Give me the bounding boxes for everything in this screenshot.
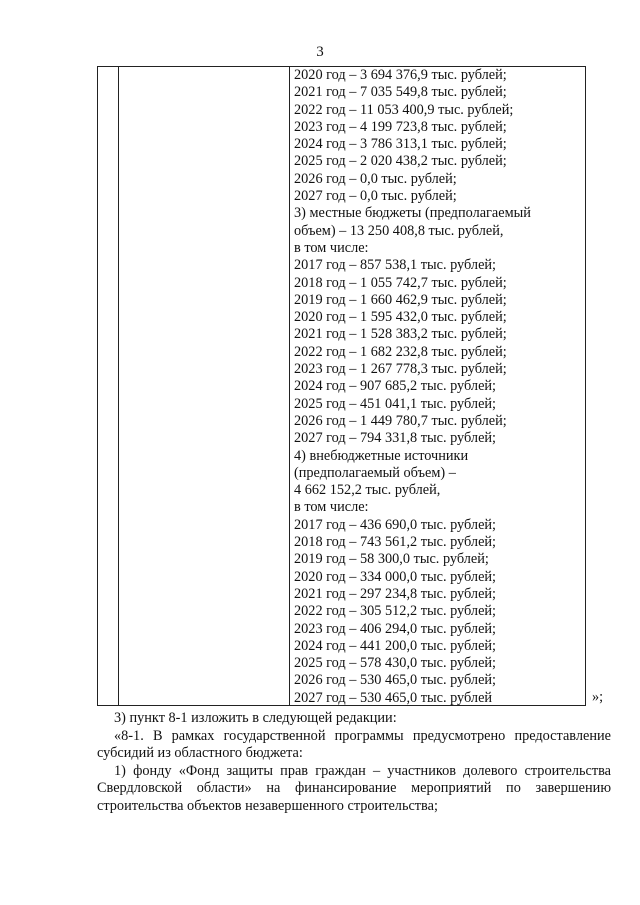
funding-line: 2027 год – 0,0 тыс. рублей; — [294, 188, 457, 205]
funding-cell — [294, 67, 579, 707]
funding-line: 2026 год – 0,0 тыс. рублей; — [294, 170, 457, 187]
funding-line: 2019 год – 1 660 462,9 тыс. рублей; — [294, 291, 507, 308]
paragraph-item-3: 3) пункт 8-1 изложить в следующей редакции: — [114, 710, 397, 726]
funding-line: 2019 год – 58 300,0 тыс. рублей; — [294, 551, 489, 568]
funding-line: 2018 год – 1 055 742,7 тыс. рублей; — [294, 274, 507, 291]
paragraph-8-1-intro: «8-1. В рамках государственной программы предусмотрено предоставление субсидий из областного бюджета: — [97, 727, 611, 761]
funding-line: 2021 год – 1 528 383,2 тыс. рублей; — [294, 326, 507, 343]
funding-line: 2022 год – 11 053 400,9 тыс. рублей; — [294, 101, 514, 118]
column-divider — [585, 67, 586, 705]
funding-line: 2025 год – 578 430,0 тыс. рублей; — [294, 655, 497, 672]
funding-line: 2026 год – 530 465,0 тыс. рублей; — [294, 672, 497, 689]
funding-line: 2025 год – 451 041,1 тыс. рублей; — [294, 395, 497, 412]
funding-line: 2024 год – 3 786 313,1 тыс. рублей; — [294, 136, 507, 153]
funding-line: 2024 год – 441 200,0 тыс. рублей; — [294, 637, 497, 654]
funding-line: 2017 год – 436 690,0 тыс. рублей; — [294, 516, 497, 533]
funding-line: 2023 год – 406 294,0 тыс. рублей; — [294, 620, 497, 637]
column-divider — [118, 67, 119, 705]
funding-line: 2018 год – 743 561,2 тыс. рублей; — [294, 534, 497, 551]
funding-line: 2023 год – 1 267 778,3 тыс. рублей; — [294, 361, 507, 378]
funding-line: в том числе: — [294, 499, 369, 516]
funding-line: 2020 год – 3 694 376,9 тыс. рублей; — [294, 67, 507, 83]
funding-line: объем) – 13 250 408,8 тыс. рублей, — [294, 222, 504, 239]
funding-line: 2022 год – 305 512,2 тыс. рублей; — [294, 603, 497, 620]
funding-line: 2017 год – 857 538,1 тыс. рублей; — [294, 257, 497, 274]
program-table — [97, 66, 586, 706]
page-number: 3 — [316, 44, 324, 60]
column-divider — [289, 67, 290, 705]
funding-line: 4 662 152,2 тыс. рублей, — [294, 482, 441, 499]
funding-line: 2020 год – 1 595 432,0 тыс. рублей; — [294, 309, 507, 326]
funding-line: 2022 год – 1 682 232,8 тыс. рублей; — [294, 343, 507, 360]
funding-line: 2021 год – 297 234,8 тыс. рублей; — [294, 585, 497, 602]
body-text — [97, 710, 611, 815]
funding-line: 2025 год – 2 020 438,2 тыс. рублей; — [294, 153, 507, 170]
funding-line: 2023 год – 4 199 723,8 тыс. рублей; — [294, 118, 507, 135]
paragraph-subitem-1: 1) фонду «Фонд защиты прав граждан – участников долевого строительства Свердловской области» на финансирование мероприятий по завершению строительства объектов незавершенного строительства; — [97, 762, 611, 814]
funding-line: 2024 год – 907 685,2 тыс. рублей; — [294, 378, 497, 395]
funding-line: 2027 год – 794 331,8 тыс. рублей; — [294, 430, 497, 447]
funding-line: (предполагаемый объем) – — [294, 464, 456, 481]
funding-line: 2021 год – 7 035 549,8 тыс. рублей; — [294, 84, 507, 101]
funding-line: 2026 год – 1 449 780,7 тыс. рублей; — [294, 412, 507, 429]
funding-line: в том числе: — [294, 239, 369, 256]
funding-line: 2027 год – 530 465,0 тыс. рублей — [294, 689, 493, 706]
closing-quote: »; — [592, 689, 604, 705]
funding-line: 4) внебюджетные источники — [294, 447, 469, 464]
funding-line: 2020 год – 334 000,0 тыс. рублей; — [294, 568, 497, 585]
funding-line: 3) местные бюджеты (предполагаемый — [294, 205, 531, 222]
